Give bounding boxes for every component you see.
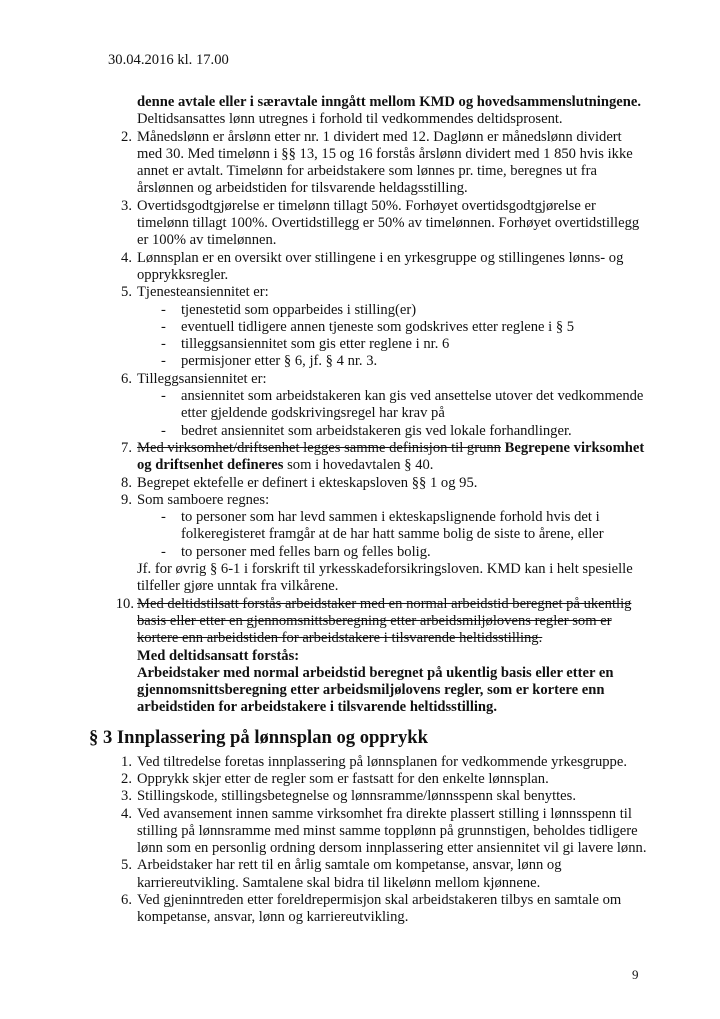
item-number: 8. [121, 474, 132, 491]
dash-item: - eventuell tidligere annen tjeneste som godskrives etter reglene i § 5 [161, 318, 575, 335]
item-text: Opprykk skjer etter de regler som er fastsatt for den enkelte lønnsplan. [137, 770, 549, 787]
item-text: som i hovedavtalen § 40. [287, 457, 434, 474]
list-item-4 [114, 806, 648, 858]
item-text: Stillingskode, stillingsbetegnelse og lønnsramme/lønnsspenn skal benyttes. [137, 788, 576, 805]
bold-text: Arbeidstaker med normal arbeidstid beregnet på ukentlig basis eller etter en gjennomsnittsberegning etter arbeidsmiljølovens regler, som er kortere enn arbeidstiden for arbeidstakere i tilsvarende heltidsstilling. [137, 664, 614, 716]
item-number: 4. [121, 249, 132, 266]
dash-list [137, 302, 648, 371]
document-body [89, 94, 648, 927]
item-number: 4. [121, 805, 132, 822]
item-number: 6. [121, 892, 132, 909]
dash-item: - bedret ansiennitet som arbeidstakeren gis ved lokale forhandlinger. [161, 422, 572, 439]
item-number: 3. [121, 788, 132, 805]
item-number: 6. [121, 370, 132, 387]
dash-item: - tilleggsansiennitet som gis etter reglene i nr. 6 [161, 336, 450, 353]
section-heading: § 3 Innplassering på lønnsplan og opprykk [89, 726, 428, 748]
item-number: 3. [121, 197, 132, 214]
list-item-10 [114, 596, 648, 717]
list-item-6 [114, 371, 648, 440]
dash-list [137, 509, 648, 561]
list-item-3 [114, 788, 648, 805]
list-item-3 [114, 198, 648, 250]
list-item-5 [114, 857, 648, 892]
list-item-9 [114, 492, 648, 596]
page-header-date: 30.04.2016 kl. 17.00 [108, 52, 229, 68]
list-item-6 [114, 892, 648, 927]
item-text: Lønnsplan er en oversikt over stillingene i en yrkesgruppe og stillingenes lønns- og opprykksregler. [137, 249, 624, 283]
item-text: Ved gjeninntreden etter foreldrepermisjon skal arbeidstakeren tilbys en samtale om kompetanse, ansvar, lønn og karriereutvikling. [137, 892, 622, 926]
item-number: 7. [121, 439, 132, 456]
bold-heading-text: Med deltidsansatt forstås: [137, 647, 300, 664]
list-item-8 [114, 475, 648, 492]
item-text: Tilleggsansiennitet er: [137, 370, 267, 387]
list-item-4 [114, 250, 648, 285]
list-item-2 [114, 771, 648, 788]
item-number: 1. [121, 753, 132, 770]
page-number: 9 [632, 967, 639, 982]
item-number: 2. [121, 770, 132, 787]
item-text: Månedslønn er årslønn etter nr. 1 dividert med 12. Daglønn er månedslønn dividert med 30. Med timelønn i §§ 13, 15 og 16 forstås årslønn dividert med 1 850 hvis ikke annet er avtalt. Timelønn for arbeidstakere som lønnes pr. time, beregnes ut fra årslønnen og arbeidstiden for tilsvarende heldagsstilling. [137, 128, 633, 197]
item-number: 2. [121, 128, 132, 145]
item-text: Ved tiltredelse foretas innplassering på lønnsplanen for vedkommende yrkesgruppe. [137, 753, 627, 770]
item-text: Ved avansement innen samme virksomhet fra direkte plassert stilling i lønnsspenn til stilling på lønnsramme med minst samme topplønn på grunnstigen, beholdes tidligere lønn som en personlig ordning dersom innplassering etter ansiennitet vil gi lavere lønn. [137, 805, 647, 857]
dash-list [137, 388, 648, 440]
item-number: 5. [121, 284, 132, 301]
dash-item: - to personer med felles barn og felles bolig. [161, 543, 431, 560]
item-text: Begrepet ektefelle er definert i ekteskapsloven §§ 1 og 95. [137, 474, 478, 491]
list-item-7 [114, 440, 648, 475]
dash-item: - tjenestetid som opparbeides i stilling(er) [161, 301, 417, 318]
continuation-bold-text: denne avtale eller i særavtale inngått mellom KMD og hovedsammenslutningene. [137, 94, 641, 110]
item-number: 9. [121, 491, 132, 508]
dash-item: - permisjoner etter § 6, jf. § 4 nr. 3. [161, 353, 378, 370]
item-number: 5. [121, 857, 132, 874]
section2-list [114, 129, 648, 717]
continuation-text: Deltidsansattes lønn utregnes i forhold til vedkommendes deltidsprosent. [137, 111, 563, 128]
struck-text: Med deltidstilsatt forstås arbeidstaker med en normal arbeidstid beregnet på ukentlig basis eller etter en gjennomsnittsberegning etter arbeidsmiljølovens regler som er kortere enn arbeidstiden for arbeidstakere i tilsvarende heltidsstilling. [137, 595, 632, 647]
dash-item: - ansiennitet som arbeidstakeren kan gis ved ansettelse utover det vedkommende etter gjeldende godskrivingsregel har krav på [161, 388, 644, 422]
item-text: Overtidsgodtgjørelse er timelønn tillagt 50%. Forhøyet overtidsgodtgjørelse er timelønn tillagt 100%. Overtidstillegg er 50% av timelønnen. Forhøyet overtidstillegg er 100% av timelønnen. [137, 197, 640, 249]
item-text: Tjenesteansiennitet er: [137, 284, 269, 301]
item-after-text: Jf. for øvrig § 6-1 i forskrift til yrkesskadeforsikringsloven. KMD kan i helt spesielle tilfeller gjøre unntak fra vilkårene. [137, 561, 633, 595]
list-item-1 [114, 754, 648, 771]
item-text: Arbeidstaker har rett til en årlig samtale om kompetanse, ansvar, lønn og karriereutvikling. Samtalene skal bidra til likelønn mellom kjønnene. [137, 857, 562, 891]
dash-item: - to personer som har levd sammen i ekteskapslignende forhold hvis det i folkeregisteret framgår at de har hatt samme bolig de siste to årene, eller [161, 509, 604, 543]
list-item-5 [114, 284, 648, 370]
item-text: Som samboere regnes: [137, 491, 270, 508]
item-number: 10. [115, 595, 134, 612]
struck-text: Med virksomhet/driftsenhet legges samme definisjon til grunn [137, 439, 501, 456]
list-item-2 [114, 129, 648, 198]
bold-text: Begrepene virksomhet og driftsenhet defineres [137, 439, 645, 474]
section3-list [114, 754, 648, 927]
item-1-continuation [114, 94, 648, 129]
